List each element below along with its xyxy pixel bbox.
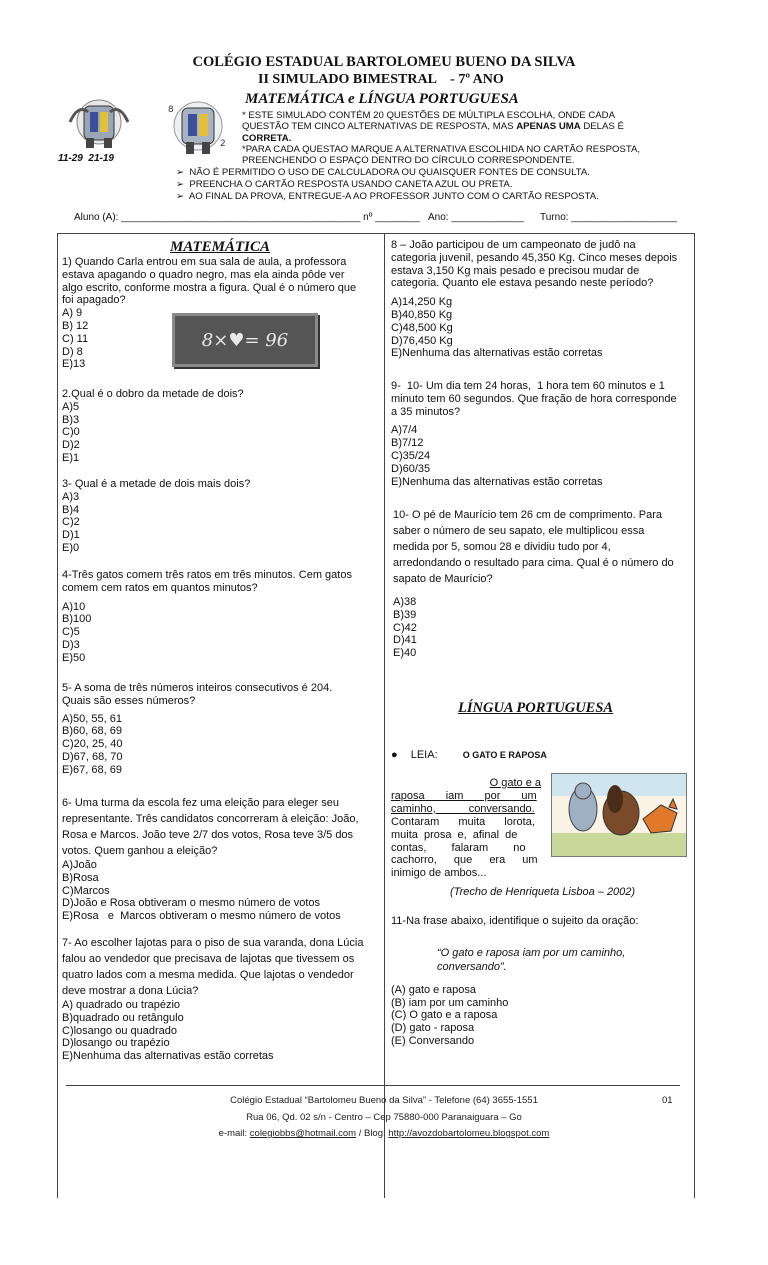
option[interactable]: A)50, 55, 61: [62, 712, 122, 725]
option[interactable]: D)losango ou trapézio: [62, 1037, 170, 1050]
option[interactable]: B) 12: [62, 319, 89, 332]
passage-line: Contaram muita lorota,: [391, 815, 535, 828]
notice-line: * ESTE SIMULADO CONTÉM 20 QUESTÕES DE MÚLTIPLA ESCOLHA, ONDE CADA: [242, 110, 615, 121]
option[interactable]: C)35/24: [391, 449, 431, 462]
option[interactable]: E)13: [62, 358, 86, 371]
student-year-field[interactable]: Ano: _____________: [428, 212, 524, 223]
option[interactable]: D)60/35: [391, 462, 431, 475]
svg-text:8: 8: [168, 105, 174, 115]
question-text: 10- O pé de Maurício tem 26 cm de comprimento. Para saber o número de seu sapato, ele multiplicou essa medida por 5, somou 28 e dividiu tudo por 4, arredondando o resultado para cima. Qual é o número do sapato de Maurício?: [393, 509, 674, 585]
option[interactable]: C)48,500 Kg: [391, 321, 453, 334]
option[interactable]: (A) gato e raposa: [391, 983, 476, 996]
question-11: [391, 915, 689, 1048]
question-3: [62, 478, 378, 555]
option[interactable]: C)0: [62, 426, 80, 439]
option[interactable]: A)14,250 Kg: [391, 296, 453, 309]
question-6: [62, 795, 378, 923]
subjects-title: MATEMÁTICA e LÍNGUA PORTUGUESA: [245, 91, 519, 107]
question-5: [62, 682, 378, 777]
answer-options: [62, 491, 378, 555]
arrow-bullet-icon: ➢: [176, 179, 185, 190]
answer-options: [62, 999, 378, 1063]
option[interactable]: (D) gato - raposa: [391, 1022, 475, 1035]
option[interactable]: E)0: [62, 541, 80, 554]
chalkboard-text: 8×♥= 96: [201, 330, 289, 351]
option[interactable]: A) 9: [62, 307, 83, 320]
option[interactable]: B)3: [62, 413, 80, 426]
option[interactable]: C)5: [62, 626, 80, 639]
student-name-field[interactable]: Aluno (A): ___________________________________________ nº ________: [74, 212, 420, 223]
option[interactable]: E)Nenhuma das alternativas estão corretas: [62, 1050, 274, 1063]
school-name: COLÉGIO ESTADUAL BARTOLOMEU BUENO DA SILVA: [192, 54, 576, 70]
arrow-bullet-icon: ➢: [176, 191, 185, 202]
question-4: [62, 569, 378, 665]
option[interactable]: D)76,450 Kg: [391, 334, 453, 347]
question-10: [393, 507, 689, 660]
question-7: [62, 935, 378, 1063]
rule-bullet: ➢ PREENCHA O CARTÃO RESPOSTA USANDO CANETA AZUL OU PRETA.: [176, 179, 513, 190]
passage-line: raposa iam por um: [391, 789, 537, 802]
option[interactable]: D)41: [393, 634, 417, 647]
option[interactable]: A)João: [62, 859, 97, 871]
question-9: [391, 380, 689, 488]
rule-bullet: ➢ NÃO É PERMITIDO O USO DE CALCULADORA OU QUAISQUER FONTES DE CONSULTA.: [176, 167, 590, 178]
option[interactable]: B)quadrado ou retângulo: [62, 1011, 184, 1024]
option[interactable]: E)40: [393, 647, 417, 660]
passage-line: muita prosa e, afinal de: [391, 828, 518, 841]
answer-options: [62, 859, 378, 923]
option[interactable]: D)2: [62, 439, 80, 452]
answer-options: [391, 984, 689, 1048]
option[interactable]: E)Nenhuma das alternativas estão corretas: [391, 347, 603, 360]
arrow-bullet-icon: ➢: [176, 167, 185, 178]
question-text: 11-Na frase abaixo, identifique o sujeito da oração:: [391, 915, 639, 927]
option[interactable]: B)Rosa: [62, 871, 99, 884]
question-8: [391, 239, 689, 360]
option[interactable]: (B) iam por um caminho: [391, 996, 509, 1009]
option[interactable]: B)39: [393, 608, 417, 621]
option[interactable]: E)Nenhuma das alternativas estão corretas: [391, 475, 603, 488]
option[interactable]: A)38: [393, 596, 417, 608]
option[interactable]: C)42: [393, 621, 417, 634]
option[interactable]: E)67, 68, 69: [62, 763, 122, 776]
option[interactable]: A)5: [62, 400, 80, 413]
option[interactable]: E)50: [62, 651, 86, 664]
student-shift-field[interactable]: Turno: ___________________: [540, 212, 677, 223]
answer-options: [391, 296, 689, 360]
reading-prompt: [391, 749, 547, 761]
column-divider: [384, 233, 385, 1198]
cat-and-fox-illustration: [551, 773, 687, 857]
answer-options: [62, 601, 378, 665]
option[interactable]: D) 8: [62, 345, 83, 358]
option[interactable]: B)7/12: [391, 437, 424, 450]
option[interactable]: D)João e Rosa obtiveram o mesmo número de votos: [62, 897, 321, 910]
option[interactable]: C)Marcos: [62, 884, 110, 897]
exam-line: II SIMULADO BIMESTRAL - 7º ANO: [258, 72, 504, 87]
question-2: [62, 388, 378, 465]
option[interactable]: (E) Conversando: [391, 1034, 475, 1047]
option[interactable]: C)losango ou quadrado: [62, 1024, 177, 1037]
option[interactable]: B)4: [62, 503, 80, 516]
reading-passage: [391, 777, 541, 880]
question-text: 6- Uma turma da escola fez uma eleição para eleger seu representante. Três candidatos concorreram à eleição: João, Rosa e Marcos. João teve 2/7 dos votos, Rosa teve 3/5 dos votos. Quem ganhou a eleição?: [62, 797, 359, 857]
passage-line: contas, falaram no: [391, 841, 526, 854]
question-text: 4-Três gatos comem três ratos em três minutos. Cem gatos comem cem ratos em quantos minutos?: [62, 569, 352, 594]
option[interactable]: E)1: [62, 451, 80, 464]
passage-credit: (Trecho de Henriqueta Lisboa – 2002): [450, 886, 636, 898]
answer-options: [393, 596, 689, 660]
notice-line: CORRETA.: [242, 132, 292, 144]
question-text: 1) Quando Carla entrou em sua sala de aula, a professora estava apagando o quadro negro, mas ela ainda pôde ver algo escrito, conforme mostra a figura. Qual é o número que foi apagado?: [62, 256, 357, 307]
notice-line: QUESTÃO TEM CINCO ALTERNATIVAS DE RESPOSTA, MAS APENAS UMA DELAS É: [242, 121, 624, 133]
option[interactable]: A)3: [62, 490, 80, 503]
page-number: 01: [662, 1095, 673, 1106]
footer-rule: [66, 1085, 680, 1086]
option[interactable]: D)3: [62, 638, 80, 651]
reading-title: O GATO E RAPOSA: [462, 750, 547, 760]
option[interactable]: A)7/4: [391, 424, 418, 437]
footer-address-1: Colégio Estadual “Bartolomeu Bueno da Silva” - Telefone (64) 3655-1551: [230, 1095, 538, 1106]
quoted-sentence: “O gato e raposa iam por um caminho, conversando”.: [437, 946, 626, 973]
option[interactable]: C)2: [62, 516, 80, 529]
question-text: 8 – João participou de um campeonato de judô na categoria juvenil, pesando 45,350 Kg. Cinco meses depois estava 3,150 Kg mais pesado e precisou mudar de categoria. Quanto ele estava pesando neste período?: [391, 239, 678, 290]
passage-line: O gato e a: [489, 777, 541, 789]
answer-options: [391, 424, 689, 488]
school-logo-right: [160, 96, 236, 162]
blog-link[interactable]: http://avozdobartolomeu.blogspot.com: [388, 1128, 550, 1139]
leia-label: LEIA:: [410, 749, 438, 761]
option[interactable]: C) 11: [62, 332, 89, 345]
option[interactable]: D)67, 68, 70: [62, 750, 123, 763]
option[interactable]: (C) O gato e a raposa: [391, 1009, 498, 1022]
portuguese-section-title: LÍNGUA PORTUGUESA: [458, 700, 614, 716]
passage-line: inimigo de ambos...: [391, 867, 487, 880]
chalkboard-image: [172, 313, 318, 367]
frame-right: [694, 233, 695, 1198]
option[interactable]: A)10: [62, 600, 86, 613]
email-link[interactable]: colegiobbs@hotmail.com: [249, 1128, 357, 1139]
question-text: 3- Qual é a metade de dois mais dois?: [62, 478, 251, 490]
footer-address-2: Rua 06, Qd. 02 s/n - Centro – Cep 75880-000 Paranaiguara – Go: [246, 1112, 522, 1123]
footer-contact: e-mail: colegiobbs@hotmail.com / Blog: http://avozdobartolomeu.blogspot.com: [218, 1128, 550, 1139]
option[interactable]: A) quadrado ou trapézio: [62, 999, 181, 1011]
frame-left: [57, 233, 58, 1198]
instructions-block: [242, 110, 702, 166]
question-text: 9- 10- Um dia tem 24 horas, 1 hora tem 60 minutos e 1 minuto tem 60 segundos. Que fração de hora corresponde a 35 minutos?: [391, 380, 677, 418]
option[interactable]: E)Rosa e Marcos obtiveram o mesmo número de votos: [62, 910, 341, 923]
svg-text:2: 2: [220, 139, 226, 149]
notice-line: PREENCHENDO O ESPAÇO DENTRO DO CÍRCULO CORRESPONDENTE.: [242, 155, 575, 167]
answer-options: [62, 713, 378, 777]
bullet-icon: ●: [391, 749, 398, 761]
passage-line: caminho, conversando.: [391, 802, 535, 815]
option[interactable]: B)60, 68, 69: [62, 725, 122, 738]
option[interactable]: C)20, 25, 40: [62, 738, 123, 751]
answer-options: [62, 401, 378, 465]
question-text: 2.Qual é o dobro da metade de dois?: [62, 388, 244, 400]
notice-line: *PARA CADA QUESTAO MARQUE A ALTERNATIVA ESCOLHIDA NO CARTÃO RESPOSTA,: [242, 143, 641, 155]
passage-line: cachorro, que era um: [391, 854, 538, 867]
math-section-title: MATEMÁTICA: [170, 239, 271, 255]
frame-top: [57, 233, 695, 234]
question-text: 7- Ao escolher lajotas para o piso de sua varanda, dona Lúcia falou ao vendedor que precisava de lajotas que tivessem os quatro lados com a mesma medida. Que lajotas o vendedor deve mostrar a dona Lúcia?: [62, 937, 364, 997]
question-text: 5- A soma de três números inteiros consecutivos é 204. Quais são esses números?: [62, 682, 333, 707]
option[interactable]: B)100: [62, 613, 92, 626]
option[interactable]: D)1: [62, 529, 80, 542]
option[interactable]: B)40,850 Kg: [391, 308, 453, 321]
rule-bullet: ➢ AO FINAL DA PROVA, ENTREGUE-A AO PROFESSOR JUNTO COM O CARTÃO RESPOSTA.: [176, 191, 599, 202]
logo-caption: 11-29 21-19: [58, 153, 114, 164]
